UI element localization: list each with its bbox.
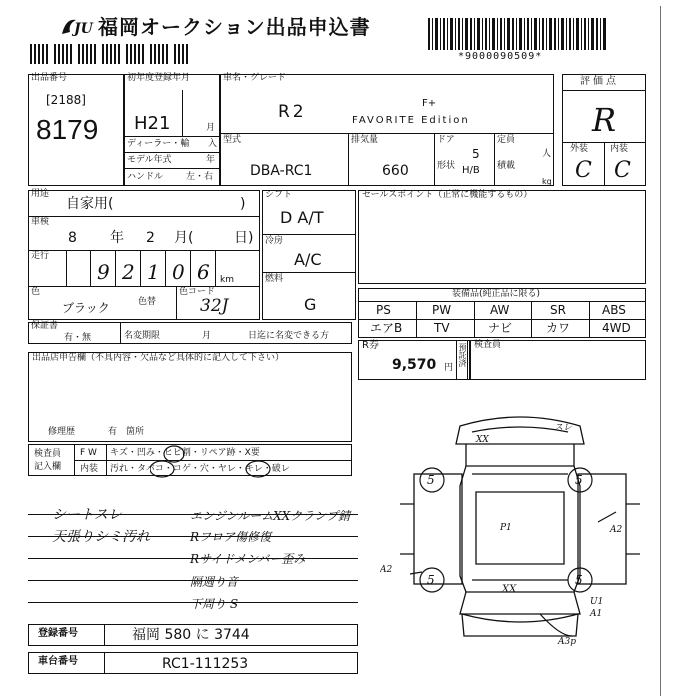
header-id-boxes bbox=[30, 44, 190, 64]
chassis-number: RC1-111253 bbox=[162, 656, 249, 672]
repair-history-value: 有 bbox=[108, 427, 118, 437]
mileage-label: 走行 bbox=[31, 251, 50, 261]
repair-history-unit: 箇所 bbox=[126, 427, 145, 437]
mileage-digit: 9 bbox=[97, 260, 110, 284]
handle-options: 左・右 bbox=[186, 172, 214, 182]
sales-point-label: セールスポイント（正常に機能するもの） bbox=[362, 190, 533, 200]
equipment-value: カワ bbox=[546, 321, 571, 335]
color-code-label: 色コード bbox=[179, 287, 216, 297]
car-grade: FAVORITE Edition bbox=[352, 115, 470, 126]
mileage-unit: km bbox=[220, 275, 234, 285]
interior-grade: C bbox=[614, 158, 631, 183]
fuel-label: 燃料 bbox=[265, 274, 284, 284]
damage-mark: 5 bbox=[575, 473, 583, 487]
dealer-suffix: 入 bbox=[208, 139, 218, 149]
auction-logo bbox=[58, 14, 98, 38]
equipment-header: AW bbox=[490, 303, 510, 317]
note-right: 下周り S bbox=[190, 597, 239, 611]
registration-number: 福岡 580 に 3744 bbox=[132, 627, 250, 643]
cc-label: 排気量 bbox=[351, 135, 379, 145]
load-label: 積載 bbox=[497, 161, 516, 171]
transfer-deadline-label: 名変期限 bbox=[124, 331, 161, 341]
equipment-header: PW bbox=[432, 303, 452, 317]
color-change-label: 色替 bbox=[138, 297, 157, 307]
mileage-digit: 2 bbox=[122, 260, 135, 284]
car-name-label: 車名・グレード bbox=[223, 73, 287, 83]
note-left: シートスレ bbox=[52, 507, 122, 523]
mileage-digit: 1 bbox=[147, 260, 160, 284]
ac-label: 冷房 bbox=[265, 236, 284, 246]
year-label: 初年度登録年月 bbox=[127, 73, 191, 83]
year-month-label: 月 bbox=[206, 123, 216, 133]
equipment-value: ナビ bbox=[488, 321, 513, 335]
fw-label: F W bbox=[80, 448, 97, 458]
damage-mark: 5 bbox=[427, 573, 435, 587]
declaration-label: 出品店申告欄（不具内容・欠品など具体的に記入して下さい） bbox=[32, 353, 285, 363]
inspection-month-unit: 月( bbox=[174, 230, 194, 246]
chassis-label: 車台番号 bbox=[38, 656, 78, 667]
body-shape: H/B bbox=[462, 165, 480, 176]
form-title: 福岡オークション出品申込書 bbox=[98, 15, 371, 39]
ac-value: A/C bbox=[294, 250, 322, 269]
door-label: ドア bbox=[437, 135, 455, 145]
recycle-value: 9,570 bbox=[392, 357, 437, 373]
dealer-label: ディーラー・輸 bbox=[127, 139, 190, 149]
registration-label: 登録番号 bbox=[38, 628, 78, 639]
capacity-unit: 人 bbox=[542, 149, 552, 159]
inspection-label: 車検 bbox=[31, 217, 50, 227]
inspector-entry-label2: 記入欄 bbox=[34, 462, 62, 472]
inspector-circles bbox=[150, 440, 300, 480]
car-name: R2 bbox=[278, 102, 307, 122]
equipment-value: エアB bbox=[370, 321, 403, 335]
load-unit: kg bbox=[542, 177, 552, 186]
car-damage-diagram bbox=[380, 404, 680, 654]
damage-mark: A2 bbox=[380, 565, 393, 575]
usage-value: 自家用( bbox=[66, 196, 114, 212]
recycle-label: R券 bbox=[362, 340, 379, 351]
note-right: Rサイドメンバー歪み bbox=[190, 552, 306, 566]
recycle-deposit-label: 預託済 bbox=[458, 343, 467, 367]
inspection-year: 8 bbox=[68, 230, 77, 246]
color-value: ブラック bbox=[62, 301, 110, 315]
equipment-header: SR bbox=[550, 303, 566, 317]
lot-small-number: [2188] bbox=[46, 93, 86, 107]
shift-label: シフト bbox=[265, 190, 293, 200]
damage-mark: 5 bbox=[575, 573, 583, 587]
recycle-unit: 円 bbox=[444, 363, 454, 373]
equipment-label: 装備品(純正品に限る) bbox=[452, 289, 541, 299]
warranty-options: 有・無 bbox=[64, 333, 92, 343]
barcode-text: *9000090509* bbox=[458, 51, 543, 62]
repair-history-label: 修理歴 bbox=[48, 427, 76, 437]
declaration-box bbox=[28, 352, 352, 442]
door-count: 5 bbox=[472, 147, 480, 161]
transfer-month: 月 bbox=[202, 331, 212, 341]
interior-codes: 汚れ・タバコ・コゲ・穴・ヤレ・キレ・破レ bbox=[110, 464, 290, 474]
inspector-label: 検査員 bbox=[474, 340, 502, 350]
usage-close: ) bbox=[240, 196, 246, 212]
inspector-entry-label: 検査員 bbox=[34, 449, 62, 459]
equipment-header: ABS bbox=[602, 303, 626, 317]
note-right: 隔週り音 bbox=[190, 575, 239, 589]
grade-plus: F+ bbox=[422, 98, 437, 109]
grade-title: 評価点 bbox=[580, 76, 619, 87]
damage-mark: A3p bbox=[558, 637, 576, 647]
damage-mark: U1 bbox=[590, 597, 604, 607]
mileage-digit: 6 bbox=[197, 260, 210, 284]
note-right: Rフロア傷修復 bbox=[190, 530, 272, 544]
capacity-label: 定員 bbox=[497, 135, 516, 145]
equipment-header: PS bbox=[376, 303, 391, 317]
inspection-month: 2 bbox=[146, 230, 155, 246]
exterior-grade: C bbox=[575, 158, 592, 183]
damage-mark: P1 bbox=[500, 523, 512, 533]
shift-value: D A/T bbox=[280, 208, 324, 227]
damage-mark: XX bbox=[476, 435, 489, 445]
fuel-value: G bbox=[304, 295, 317, 314]
mileage-digit: 0 bbox=[172, 260, 185, 284]
equipment-value: 4WD bbox=[602, 321, 631, 335]
note-left: 天張りシミ汚れ bbox=[52, 529, 150, 545]
lot-number: 8179 bbox=[36, 114, 99, 145]
interior-label: 内装 bbox=[610, 144, 629, 154]
damage-mark: 5 bbox=[427, 473, 435, 487]
damage-mark: A2 bbox=[610, 525, 623, 535]
model-year-suffix: 年 bbox=[206, 155, 216, 165]
damage-mark: XX bbox=[502, 584, 517, 595]
engine-cc: 660 bbox=[382, 163, 409, 179]
lot-number-label: 出品番号 bbox=[31, 73, 68, 83]
first-registration-year: H21 bbox=[134, 113, 171, 134]
shape-label: 形状 bbox=[437, 161, 456, 171]
mileage-digits bbox=[66, 250, 216, 286]
color-label: 色 bbox=[31, 287, 41, 297]
handle-label: ハンドル bbox=[127, 172, 164, 182]
note-right: エンジンルームXXクランプ錆 bbox=[190, 509, 351, 523]
type-label: 型式 bbox=[223, 135, 242, 145]
interior-row-tag: 内装 bbox=[80, 464, 99, 474]
model-type: DBA-RC1 bbox=[250, 163, 313, 179]
model-year-label: モデル年式 bbox=[127, 155, 172, 165]
usage-label: 用途 bbox=[31, 189, 50, 199]
inspection-day-unit: 日) bbox=[234, 230, 254, 246]
warranty-label: 保証書 bbox=[31, 321, 59, 331]
sales-point-box bbox=[358, 190, 646, 284]
svg-text:JU: JU bbox=[74, 21, 93, 37]
transfer-note: 日迄に名変できる方 bbox=[248, 331, 330, 341]
overall-grade: R bbox=[592, 101, 617, 139]
exterior-codes: キズ・凹み・ヒビ割・リペア跡・X要 bbox=[110, 448, 260, 458]
inspection-year-unit: 年 bbox=[110, 230, 124, 246]
equipment-value: TV bbox=[434, 321, 450, 335]
exterior-label: 外装 bbox=[570, 144, 589, 154]
barcode bbox=[428, 18, 606, 50]
color-code: 32J bbox=[200, 296, 229, 316]
damage-mark: A1 bbox=[590, 609, 603, 619]
damage-mark: スレ bbox=[554, 423, 573, 433]
